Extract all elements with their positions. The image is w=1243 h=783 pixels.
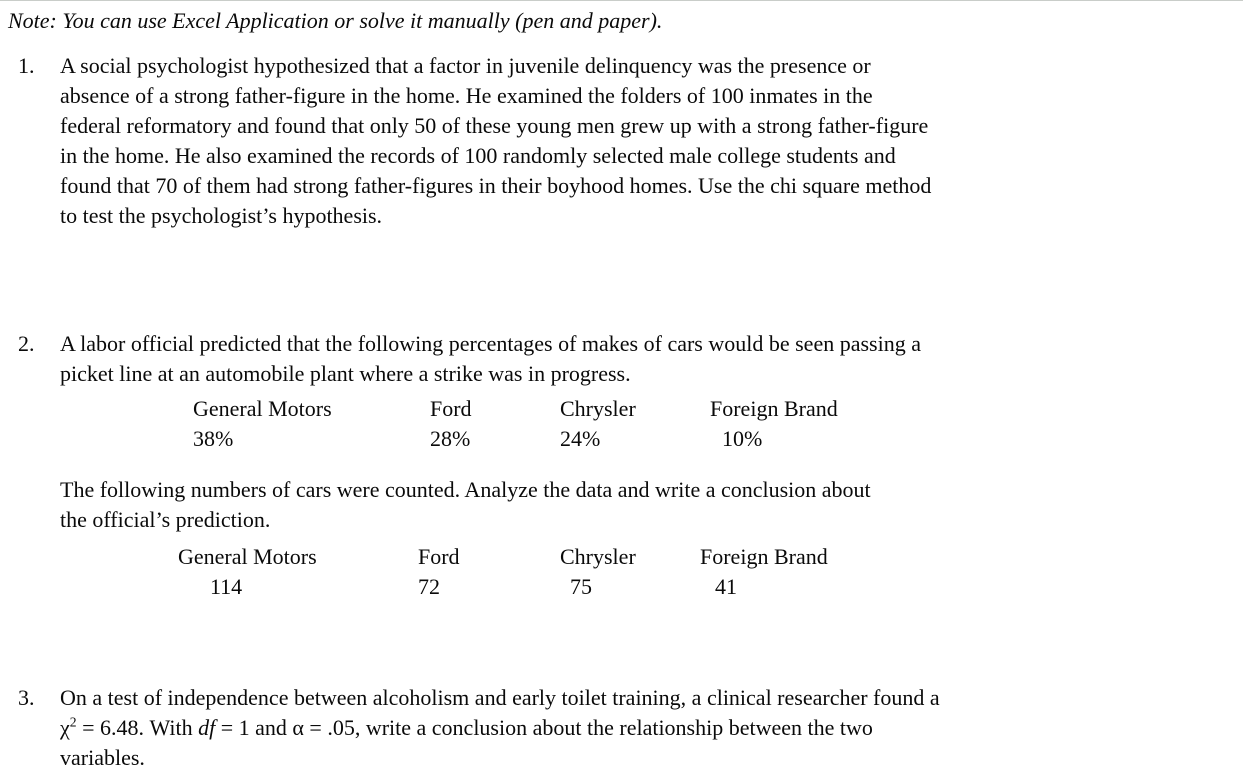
table-value-row (193, 424, 1213, 454)
column-header: Chrysler (560, 396, 636, 421)
formula-rest-text: = 1 and α = .05, write a conclusion about the relationship between the two (215, 715, 873, 740)
problem-2-number: 2. (18, 331, 35, 356)
column-header: Ford (418, 544, 460, 569)
column-header: Foreign Brand (700, 544, 828, 569)
chi-exponent: 2 (69, 714, 77, 730)
problem-3-line1: On a test of independence between alcoholism and early toilet training, a clinical researcher found a (60, 685, 940, 710)
problem-1-number: 1. (18, 53, 35, 78)
table-cell: 114 (210, 574, 243, 599)
predicted-percentages-table (193, 394, 1213, 454)
chi-symbol: χ (60, 715, 70, 740)
formula-mid-text: = 6.48. With (76, 715, 199, 740)
table-header-row (178, 542, 1213, 572)
problem-3-number: 3. (18, 685, 35, 710)
problem-1-text: A social psychologist hypothesized that a factor in juvenile delinquency was the presence or absence of a strong father-figure in the home. He examined the folders of 100 inmates in the federal reformatory and found that only 50 of these young men grew up with a strong father-figure in the home. He also examined the records of 100 randomly selected male college students and found that 70 of them had strong father-figures in their boyhood homes. Use the chi square method to test the psychologist’s hypothesis. (60, 53, 932, 228)
column-header: Ford (430, 396, 472, 421)
problem-2-followup: The following numbers of cars were counted. Analyze the data and write a conclusion about the official’s prediction. (60, 477, 871, 532)
table-cell: 41 (715, 574, 737, 599)
problem-3-formula-line (60, 713, 1213, 743)
problem-3-line3: variables. (60, 745, 145, 770)
table-header-row (193, 394, 1213, 424)
df-variable: df (198, 715, 216, 740)
page-top-rule (0, 0, 1243, 1)
problem-2-intro: A labor official predicted that the following percentages of makes of cars would be seen passing a picket line at an automobile plant where a strike was in progress. (60, 331, 921, 386)
column-header: Foreign Brand (710, 396, 838, 421)
table-cell: 28% (430, 426, 471, 451)
table-cell: 10% (722, 426, 763, 451)
table-cell: 72 (418, 574, 440, 599)
counted-cars-table (178, 542, 1213, 602)
note-line: Note: You can use Excel Application or solve it manually (pen and paper). (8, 8, 663, 33)
problem-1 (0, 51, 1243, 231)
table-cell: 38% (193, 426, 234, 451)
problem-3 (0, 683, 1243, 773)
table-cell: 75 (570, 574, 592, 599)
table-value-row (178, 572, 1213, 602)
problem-2 (0, 329, 1243, 602)
table-cell: 24% (560, 426, 601, 451)
column-header: General Motors (193, 396, 332, 421)
column-header: General Motors (178, 544, 317, 569)
column-header: Chrysler (560, 544, 636, 569)
